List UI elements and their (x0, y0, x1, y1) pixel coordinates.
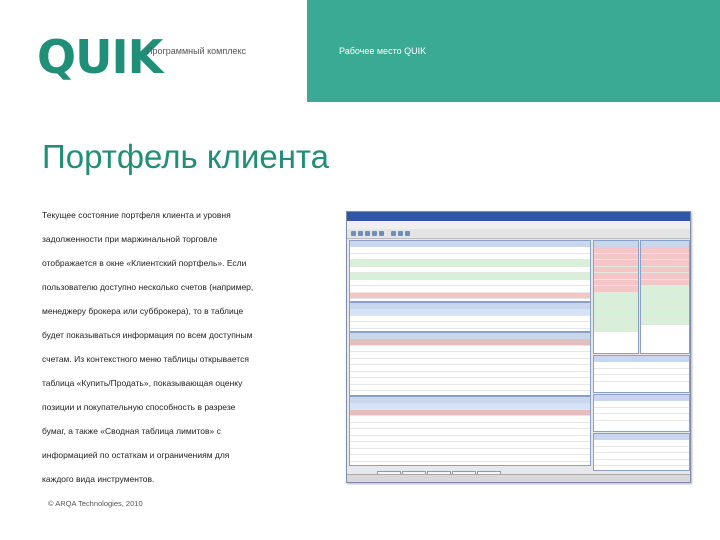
header-right-subtitle: Рабочее место QUIK (339, 46, 427, 56)
orders-pane (593, 355, 690, 393)
body-line: информацией по остаткам и ограничениям для (42, 450, 230, 460)
body-line: пользователю доступно несколько счетов (например, (42, 282, 254, 292)
body-line: таблица «Купить/Продать», показывающая оценку (42, 378, 243, 388)
body-line: каждого вида инструментов. (42, 474, 155, 484)
toolbar-icon (379, 231, 384, 236)
body-line: будет показываться информация по всем доступным (42, 330, 253, 340)
body-line: Текущее состояние портфеля клиента и уровня (42, 210, 231, 220)
toolbar-icon (391, 231, 396, 236)
toolbar-icon (358, 231, 363, 236)
table-row (641, 319, 689, 326)
slide-title: Портфель клиента (42, 138, 330, 175)
body-line: задолженности при маржинальной торговле (42, 234, 218, 244)
quotes-table-pane (349, 240, 591, 302)
screenshot-titlebar (347, 212, 690, 221)
screenshot-tabs (377, 466, 502, 473)
messages-pane (593, 433, 690, 471)
limits-summary-pane (349, 396, 591, 466)
quik-screenshot (346, 211, 691, 483)
header-right-band (307, 0, 720, 102)
client-portfolio-pane (349, 302, 591, 332)
body-line: позиции и покупательную способность в разрезе (42, 402, 236, 412)
table-row (594, 325, 638, 332)
body-line: счетам. Из контекстного меню таблицы открывается (42, 354, 249, 364)
body-text (42, 209, 332, 497)
copyright: © ARQA Technologies, 2010 (48, 499, 143, 508)
table-row (594, 414, 689, 421)
toolbar-icon (365, 231, 370, 236)
toolbar-icon (398, 231, 403, 236)
table-row (594, 375, 689, 382)
table-row (350, 322, 590, 329)
toolbar-icon (351, 231, 356, 236)
table-row (594, 460, 689, 467)
order-book-pane (593, 240, 639, 354)
trades-pane (593, 394, 690, 432)
buy-sell-pane (349, 332, 591, 396)
body-line: отображается в окне «Клиентский портфель». Если (42, 258, 247, 268)
toolbar-icon (405, 231, 410, 236)
toolbar-icon (372, 231, 377, 236)
body-line: бумаг, а также «Сводная таблица лимитов» с (42, 426, 221, 436)
header-left-panel (0, 0, 307, 102)
screenshot-toolbar (347, 229, 690, 239)
body-line: менеджеру брокера или субброкера), то в таблице (42, 306, 244, 316)
order-book-pane (640, 240, 690, 354)
screenshot-statusbar (347, 474, 690, 483)
quik-logo: QUIK (37, 30, 163, 84)
header-left-subtitle: Программный комплекс (146, 46, 247, 56)
screenshot-menubar (347, 221, 690, 229)
slide-header (0, 0, 720, 102)
